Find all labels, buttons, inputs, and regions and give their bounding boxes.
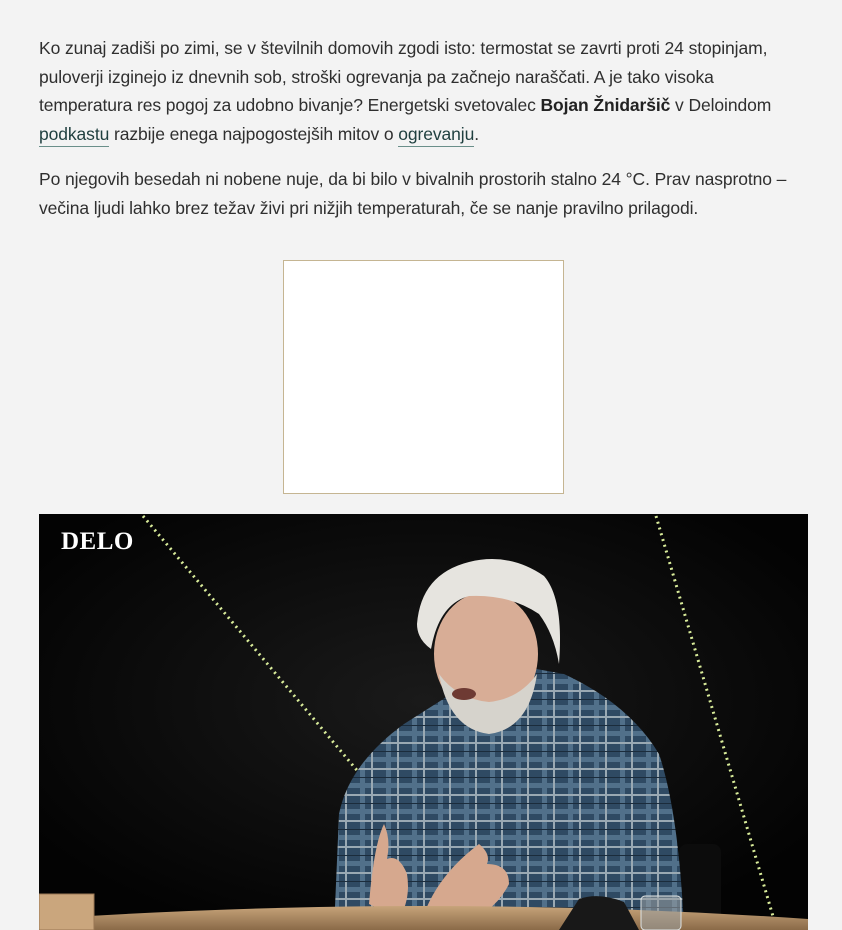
p1-text-mid2: razbije enega najpogostejših mitov o <box>109 123 399 144</box>
p1-text-before: Ko zunaj zadiši po zimi, se v številnih domovih zgodi isto: termostat se zavrti proti 24 stopinjam, puloverji izginejo iz dnevnih sob, stroški ogrevanja pa začnejo naraščati. A je tako visoka temperatura res pogoj za udobno bivanje? Energetski svetovalec <box>39 38 768 115</box>
expert-name: Bojan Žnidaršič <box>540 95 671 115</box>
video-frame <box>39 514 808 930</box>
delo-logo: DELO <box>61 528 134 555</box>
speaker-mouth <box>452 688 476 700</box>
p1-text-mid: v Deloindom <box>670 95 772 115</box>
wooden-box <box>39 894 94 930</box>
heating-link[interactable]: ogrevanju <box>398 124 474 147</box>
podcast-link[interactable]: podkastu <box>39 124 109 147</box>
water-glass <box>641 896 681 930</box>
p1-text-end: . <box>474 123 479 144</box>
article-paragraph-1 <box>39 34 809 148</box>
ad-placeholder[interactable] <box>283 260 564 494</box>
article-body <box>39 34 809 239</box>
article-paragraph-2: Po njegovih besedah ni nobene nuje, da bi bilo v bivalnih prostorih stalno 24 °C. Prav nasprotno – večina ljudi lahko brez težav živi pri nižjih temperaturah, če se nanje pravilno prilagodi. <box>39 169 787 218</box>
video-player[interactable] <box>39 514 808 930</box>
